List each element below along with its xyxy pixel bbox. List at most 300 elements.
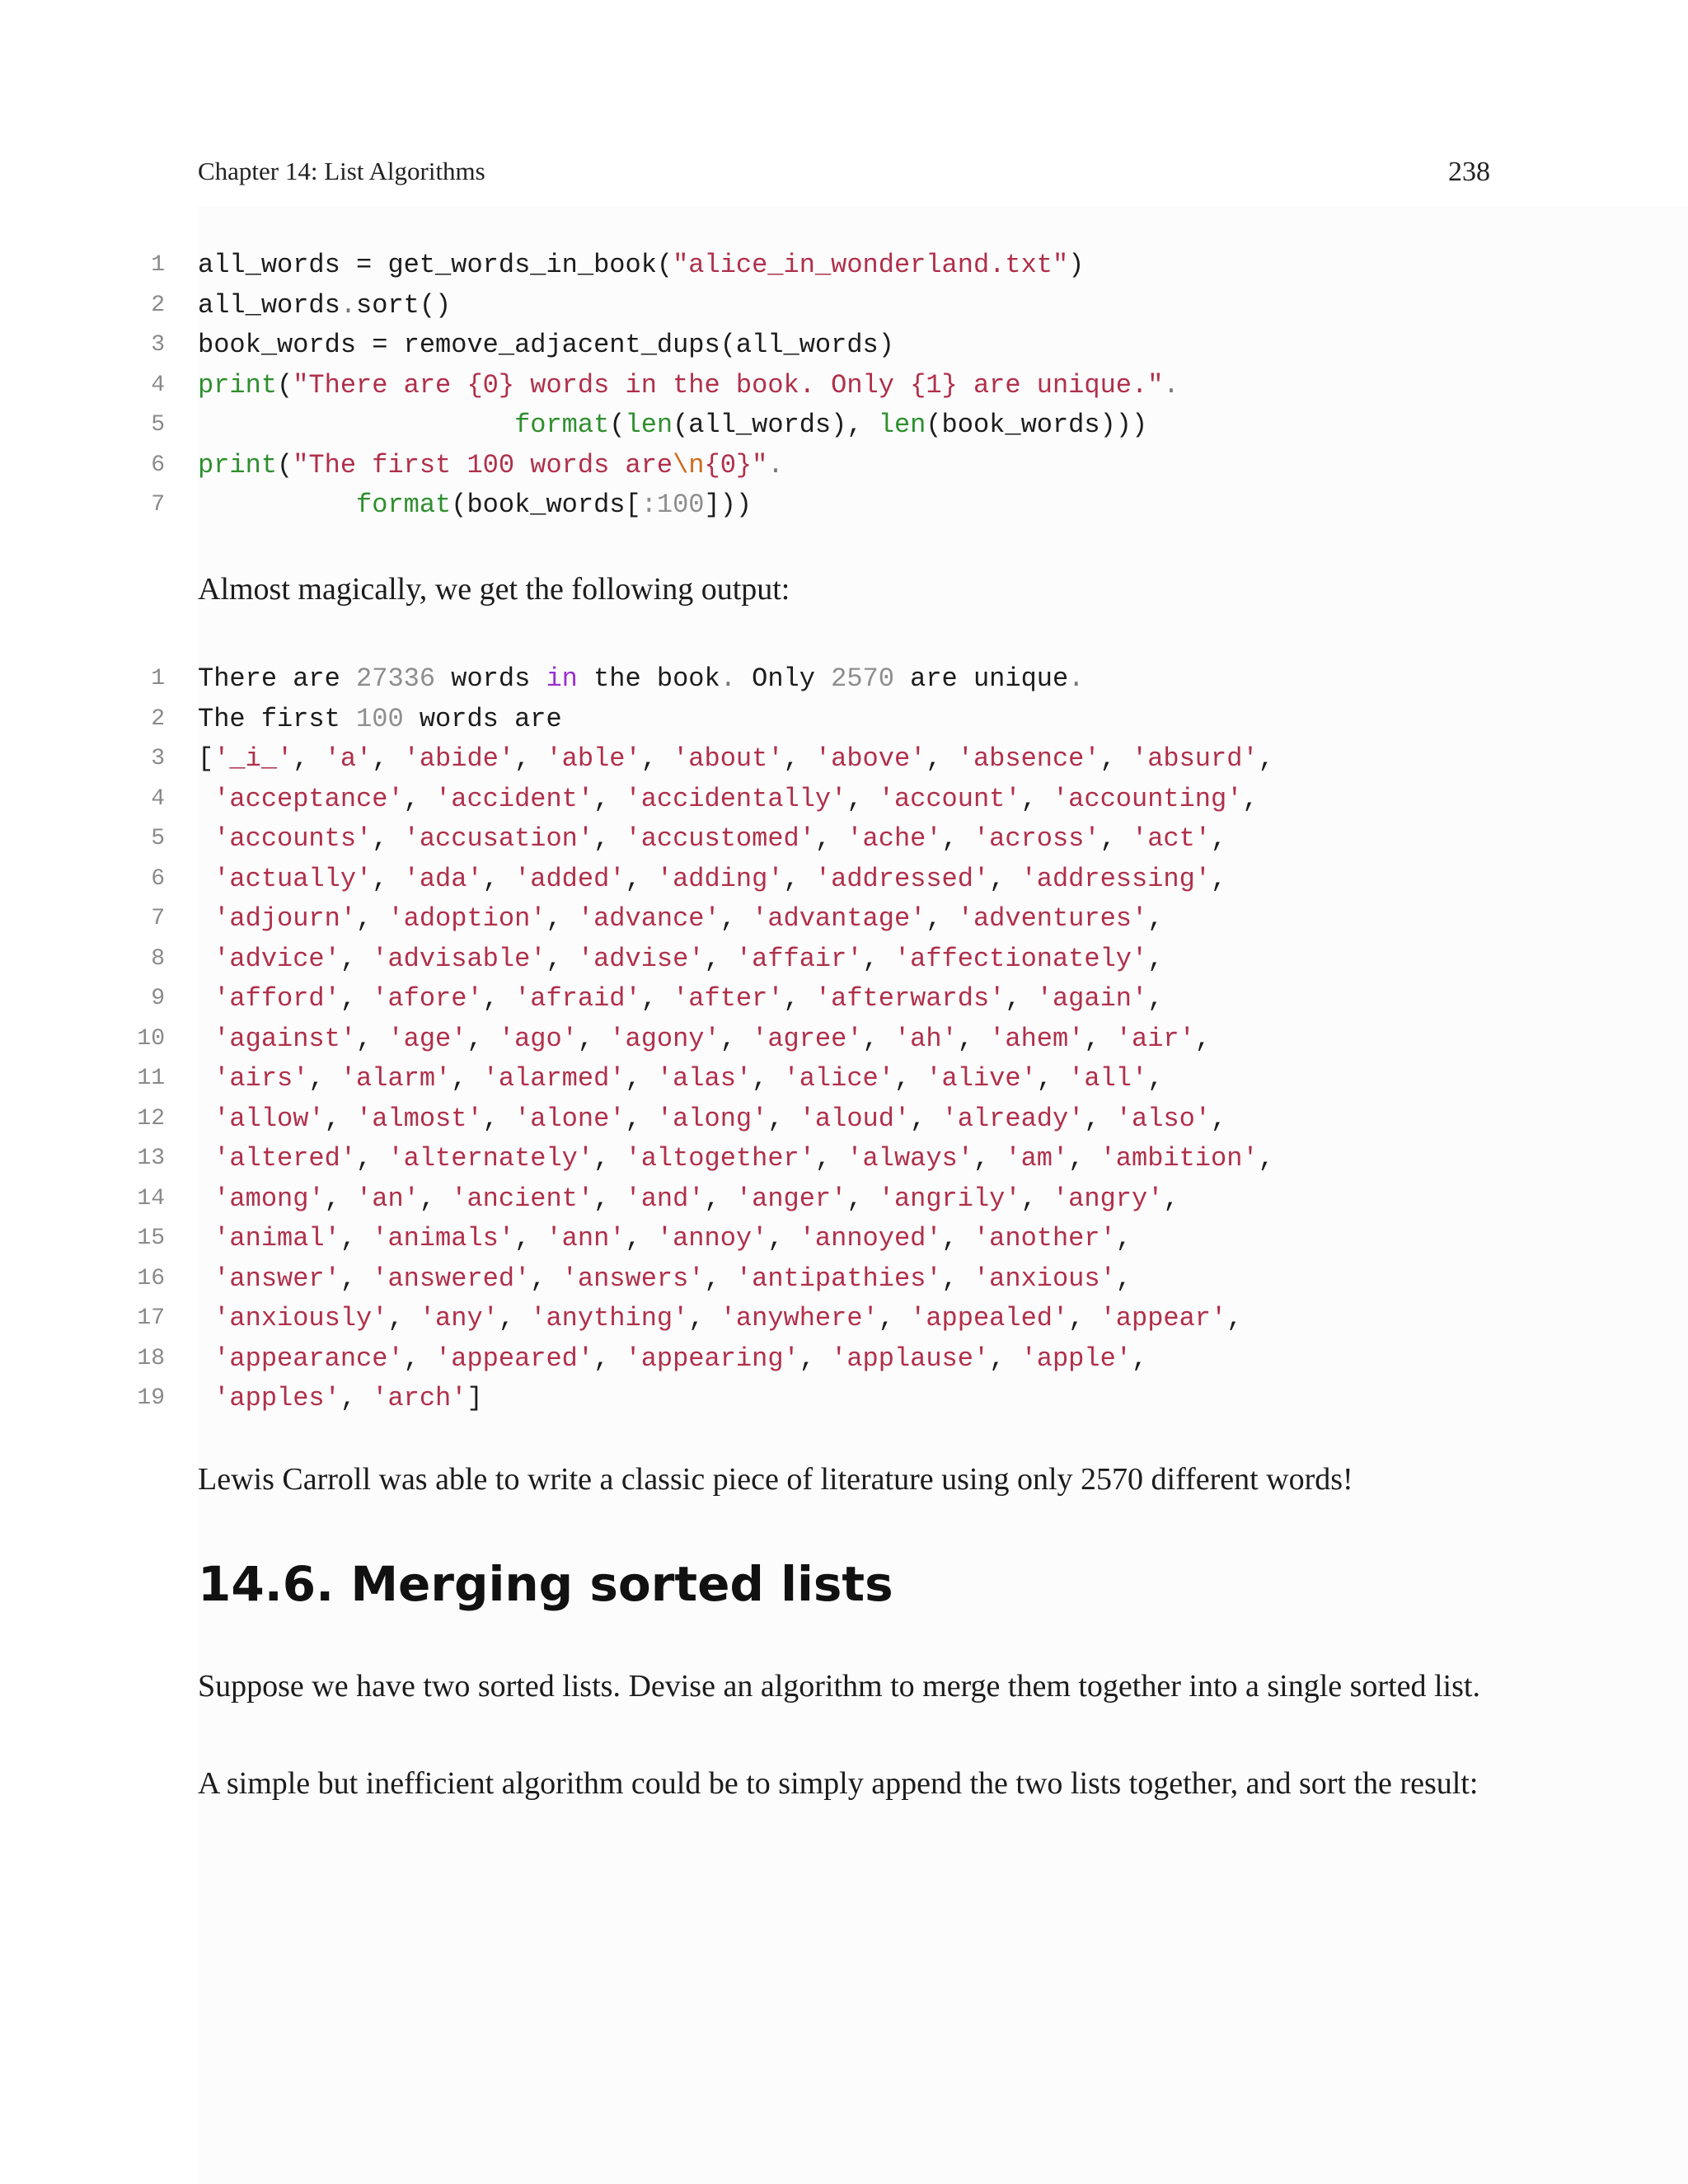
section-heading: 14.6. Merging sorted lists: [198, 1556, 893, 1612]
code-token: ,: [482, 863, 515, 894]
code-token: in: [546, 663, 578, 694]
code-token: ,: [640, 743, 673, 774]
code-token: [198, 1303, 213, 1333]
line-number: 10: [137, 1025, 165, 1052]
code-token: 'affectionately': [893, 943, 1148, 974]
code-token: (: [277, 449, 293, 480]
line-number: 16: [137, 1265, 165, 1291]
code-token: 'alternately': [387, 1143, 594, 1174]
code-token: ,: [640, 983, 673, 1014]
code-token: 'adoption': [387, 903, 546, 934]
code-text: [198, 326, 894, 366]
code-token: ,: [1100, 823, 1132, 854]
code-token: ,: [1211, 863, 1227, 894]
line-number: 12: [137, 1105, 165, 1132]
code-token: 'angry': [1052, 1183, 1164, 1214]
code-token: ,: [846, 783, 879, 814]
code-token: [198, 823, 213, 854]
code-token: 'answers': [561, 1263, 705, 1294]
line-number: 4: [151, 372, 165, 398]
code-token: ,: [514, 743, 546, 774]
code-token: ,: [799, 1343, 832, 1374]
code-token: ,: [973, 1143, 1006, 1174]
code-token: ,: [926, 903, 958, 934]
code-token: ,: [1226, 1303, 1243, 1333]
code-token: ,: [467, 1023, 499, 1054]
code-line: [0, 405, 1688, 446]
code-token: ,: [957, 1023, 990, 1054]
code-token: 'advisable': [372, 943, 546, 974]
code-token: 'altogether': [625, 1143, 815, 1174]
code-token: 'appearing': [625, 1343, 799, 1374]
code-line: [0, 899, 1688, 940]
code-token: 'acceptance': [213, 783, 404, 814]
code-token: ,: [767, 1103, 799, 1134]
code-token: 'again': [1036, 983, 1148, 1014]
line-number: 15: [137, 1226, 165, 1251]
code-token: .: [340, 289, 357, 321]
code-token: 'also': [1115, 1103, 1211, 1134]
code-token: ,: [372, 823, 404, 854]
code-line: [0, 286, 1688, 326]
code-token: book_words = remove_adjacent_dups(all_words): [198, 330, 894, 360]
code-token: ,: [814, 823, 847, 854]
code-text: [198, 819, 1226, 860]
code-token: ,: [1005, 983, 1037, 1014]
code-token: ,: [340, 943, 373, 974]
code-token: ): [1068, 250, 1085, 280]
code-token: ,: [482, 1103, 515, 1134]
code-token: ,: [625, 1063, 657, 1094]
code-line: [0, 780, 1688, 820]
code-token: 'ahem': [989, 1023, 1085, 1054]
code-text: [198, 485, 752, 526]
code-token: .: [720, 663, 736, 694]
code-token: ,: [593, 1143, 626, 1174]
line-number: 7: [151, 492, 165, 518]
code-token: [198, 490, 356, 520]
code-token: .: [767, 449, 784, 480]
code-token: 'accusation': [403, 823, 594, 854]
paragraph-output-intro: Almost magically, we get the following output:: [198, 572, 790, 607]
line-number: 8: [151, 945, 165, 972]
line-number: 6: [151, 452, 165, 478]
code-token: len: [625, 410, 673, 440]
code-token: ])): [704, 490, 753, 520]
code-token: 'accident': [435, 783, 594, 814]
code-token: (all_words),: [673, 410, 879, 440]
code-token: ,: [1115, 1223, 1132, 1254]
code-text: [198, 1379, 483, 1419]
code-token: ,: [308, 1063, 340, 1094]
code-token: words: [435, 663, 546, 694]
code-line: [0, 366, 1688, 406]
code-text: [198, 405, 1147, 446]
code-token: ,: [752, 1063, 784, 1094]
line-number: 18: [137, 1345, 165, 1371]
code-output-listing: [0, 659, 1688, 1419]
code-token: 'angrily': [878, 1183, 1021, 1214]
code-token: ,: [403, 1343, 436, 1374]
code-token: ,: [862, 1023, 894, 1054]
code-text: [198, 1219, 1132, 1259]
code-token: all_words = get_words_in_book(: [198, 250, 673, 280]
code-token: ,: [783, 743, 815, 774]
code-token: 'afraid': [514, 983, 641, 1014]
code-line: [0, 1059, 1688, 1099]
code-token: 'altered': [213, 1143, 357, 1174]
code-token: '_i_': [213, 743, 293, 774]
code-token: 'anything': [530, 1303, 689, 1333]
code-token: 'afford': [213, 983, 340, 1014]
code-token: ,: [783, 983, 815, 1014]
code-token: (book_words[: [451, 490, 641, 520]
code-token: [198, 1223, 213, 1254]
code-token: 'appearance': [213, 1343, 404, 1374]
code-token: 'ah': [893, 1023, 958, 1054]
code-token: :100: [640, 490, 705, 520]
line-number: 7: [151, 906, 165, 931]
code-token: Only: [735, 663, 832, 694]
code-token: ,: [340, 1383, 373, 1413]
line-number: 17: [137, 1305, 165, 1331]
code-token: 100: [356, 703, 404, 734]
code-token: ,: [356, 1023, 388, 1054]
code-token: 'alive': [926, 1063, 1037, 1094]
code-token: ,: [482, 983, 515, 1014]
code-token: ,: [1115, 1263, 1132, 1294]
code-token: 27336: [356, 663, 436, 694]
code-token: 'absence': [957, 743, 1100, 774]
code-token: There are: [198, 663, 357, 694]
code-token: 'actually': [213, 863, 373, 894]
paragraph-simple-algorithm: A simple but inefficient algorithm could be to simply append the two lists together, and sort the result:: [198, 1766, 1479, 1801]
line-number: 11: [137, 1066, 165, 1091]
code-line: [0, 860, 1688, 900]
code-token: ,: [1147, 1063, 1164, 1094]
code-token: 'animal': [213, 1223, 340, 1254]
code-token: 'act': [1131, 823, 1211, 854]
code-token: ,: [530, 1263, 562, 1294]
code-token: [198, 1024, 213, 1054]
code-token: 2570: [831, 663, 894, 694]
line-number: 4: [151, 785, 165, 812]
code-token: ,: [910, 1103, 942, 1134]
code-text: [198, 899, 1163, 940]
code-token: words are: [403, 703, 562, 734]
code-token: ,: [783, 863, 815, 894]
code-token: ,: [340, 983, 373, 1014]
code-token: print: [198, 449, 278, 480]
code-token: ,: [941, 1223, 973, 1254]
code-token: ,: [1194, 1023, 1211, 1054]
code-token: ,: [451, 1063, 483, 1094]
code-token: 'all': [1068, 1063, 1148, 1094]
code-token: ,: [324, 1103, 357, 1134]
code-token: ,: [577, 1023, 610, 1054]
code-token: ,: [1211, 823, 1227, 854]
code-line: [0, 1299, 1688, 1339]
code-token: print: [198, 369, 278, 401]
code-token: 'afore': [372, 983, 483, 1014]
code-token: sort(): [356, 289, 452, 321]
code-token: 'account': [878, 783, 1021, 814]
code-token: 'air': [1115, 1023, 1195, 1054]
code-token: ,: [293, 743, 325, 774]
code-token: 'along': [656, 1103, 768, 1134]
code-token: 'agree': [752, 1023, 863, 1054]
code-token: 'alas': [656, 1063, 753, 1094]
code-token: format: [356, 490, 452, 520]
code-line: [0, 940, 1688, 980]
code-token: format: [514, 410, 610, 440]
code-token: 'allow': [213, 1103, 325, 1134]
code-text: [198, 1139, 1274, 1179]
line-number: 3: [151, 746, 165, 771]
code-token: 'across': [973, 823, 1100, 854]
code-token: ,: [546, 903, 578, 934]
code-token: the book: [577, 663, 720, 694]
code-token: ,: [625, 1103, 657, 1134]
code-token: 'adding': [656, 863, 784, 894]
code-token: ,: [1100, 743, 1132, 774]
code-token: ,: [989, 863, 1021, 894]
code-token: 'am': [1005, 1143, 1069, 1174]
code-token: 'ache': [846, 823, 942, 854]
code-line: [0, 1139, 1688, 1179]
code-token: ,: [1068, 1143, 1100, 1174]
code-token: 'anywhere': [720, 1303, 879, 1333]
code-token: 'added': [514, 863, 626, 894]
line-number: 6: [151, 865, 165, 892]
code-token: 'an': [356, 1183, 420, 1214]
code-text: [198, 659, 1084, 700]
page-number: 238: [1448, 157, 1490, 187]
code-token: ,: [356, 1143, 388, 1174]
line-number: 19: [137, 1385, 165, 1411]
code-text: [198, 1259, 1132, 1300]
code-token: [198, 1143, 213, 1174]
code-token: all_words: [198, 289, 340, 321]
code-token: 'alone': [514, 1103, 626, 1134]
code-token: [198, 864, 213, 894]
code-token: ,: [862, 943, 894, 974]
code-line: [0, 1219, 1688, 1259]
code-line: [0, 246, 1688, 286]
code-token: 'apple': [1020, 1343, 1132, 1374]
code-token: 'ago': [498, 1023, 578, 1054]
paragraph-vocabulary: Lewis Carroll was able to write a classic piece of literature using only 2570 different words!: [198, 1462, 1353, 1497]
code-token: ,: [1084, 1023, 1116, 1054]
code-text: [198, 780, 1259, 820]
code-token: ,: [704, 943, 736, 974]
code-text: [198, 446, 784, 486]
line-number: 3: [151, 332, 165, 358]
code-token: [198, 944, 213, 974]
code-token: "The first 100 words are: [293, 449, 673, 480]
line-number: 5: [151, 826, 165, 851]
code-line: [0, 1379, 1688, 1419]
code-token: ]: [467, 1383, 483, 1413]
code-token: 'among': [213, 1183, 325, 1214]
code-token: 'ann': [546, 1223, 626, 1254]
chapter-title: Chapter 14: List Algorithms: [198, 157, 485, 185]
code-token: The first: [198, 703, 357, 734]
code-text: [198, 1179, 1179, 1220]
code-token: ,: [593, 783, 626, 814]
code-text: [198, 1299, 1242, 1339]
code-token: ,: [704, 1263, 736, 1294]
code-text: [198, 860, 1226, 900]
code-token: ,: [1020, 783, 1053, 814]
code-text: [198, 739, 1274, 780]
code-line: [0, 659, 1688, 700]
code-token: 'above': [814, 743, 926, 774]
code-text: [198, 366, 1179, 406]
code-text: [198, 1019, 1211, 1060]
code-line: [0, 1179, 1688, 1220]
code-token: 'advice': [213, 943, 340, 974]
code-token: are unique: [893, 663, 1069, 694]
code-text: [198, 1099, 1226, 1140]
code-line: [0, 446, 1688, 486]
code-token: ,: [1147, 943, 1164, 974]
code-token: 'agony': [609, 1023, 720, 1054]
code-token: [: [198, 743, 214, 774]
code-token: 'after': [673, 983, 784, 1014]
code-token: 'annoyed': [799, 1223, 942, 1254]
code-token: 'anxious': [973, 1263, 1116, 1294]
code-token: 'anxiously': [213, 1303, 388, 1333]
code-token: len: [878, 410, 926, 440]
code-token: ,: [625, 863, 657, 894]
code-token: ,: [356, 903, 388, 934]
line-number: 2: [151, 292, 165, 318]
code-token: ,: [926, 743, 958, 774]
code-token: [198, 1063, 213, 1094]
running-head: [198, 157, 1490, 188]
code-token: ,: [514, 1223, 546, 1254]
code-token: (: [277, 369, 293, 401]
code-token: ,: [704, 1183, 736, 1214]
code-token: 'adjourn': [213, 903, 357, 934]
code-token: 'arch': [372, 1383, 467, 1413]
code-token: 'affair': [735, 943, 863, 974]
code-token: ,: [593, 1183, 626, 1214]
code-token: {0}": [704, 449, 768, 480]
code-token: 'alice': [783, 1063, 894, 1094]
code-token: ,: [1036, 1063, 1069, 1094]
code-token: ,: [1147, 903, 1164, 934]
code-token: ,: [846, 1183, 879, 1214]
code-text: [198, 700, 562, 740]
code-token: 'annoy': [656, 1223, 768, 1254]
code-token: \n: [673, 449, 705, 480]
code-token: ,: [593, 1343, 626, 1374]
code-line: [0, 979, 1688, 1019]
code-token: 'addressing': [1020, 863, 1211, 894]
code-token: ,: [324, 1183, 357, 1214]
code-token: ,: [893, 1063, 926, 1094]
code-token: 'ada': [403, 863, 483, 894]
code-token: 'apples': [213, 1383, 340, 1413]
code-token: 'ambition': [1100, 1143, 1259, 1174]
line-number: 1: [151, 252, 165, 278]
code-token: ,: [720, 903, 753, 934]
code-token: .: [1163, 369, 1179, 401]
code-token: ,: [1242, 783, 1259, 814]
code-line: [0, 326, 1688, 366]
code-line: [0, 1019, 1688, 1060]
code-token: ,: [941, 823, 973, 854]
code-token: [198, 1104, 213, 1134]
code-token: 'alarmed': [482, 1063, 626, 1094]
code-token: ,: [372, 743, 404, 774]
code-line: [0, 1099, 1688, 1140]
line-number: 13: [137, 1146, 165, 1171]
code-token: ,: [387, 1303, 420, 1333]
code-token: 'about': [673, 743, 784, 774]
code-line: [0, 485, 1688, 526]
code-token: "There are {0} words in the book. Only {1} are unique.": [293, 369, 1164, 401]
code-token: 'advantage': [752, 903, 926, 934]
code-token: ,: [1211, 1103, 1227, 1134]
code-token: 'almost': [356, 1103, 483, 1134]
code-token: 'animals': [372, 1223, 515, 1254]
code-token: ,: [1084, 1103, 1116, 1134]
code-token: ,: [941, 1263, 973, 1294]
code-token: 'and': [625, 1183, 705, 1214]
code-token: [198, 903, 213, 934]
code-token: ,: [340, 1223, 373, 1254]
code-token: 'anger': [735, 1183, 847, 1214]
code-token: 'antipathies': [735, 1263, 942, 1294]
code-token: "alice_in_wonderland.txt": [673, 250, 1069, 280]
code-text: [198, 979, 1163, 1019]
code-token: 'another': [973, 1223, 1116, 1254]
code-token: 'against': [213, 1023, 357, 1054]
code-token: 'addressed': [814, 863, 990, 894]
code-line: [0, 1259, 1688, 1300]
code-token: [198, 1383, 213, 1413]
code-token: 'abide': [403, 743, 515, 774]
code-token: 'advise': [577, 943, 705, 974]
code-token: ,: [814, 1143, 847, 1174]
code-token: ,: [878, 1303, 911, 1333]
code-token: 'ancient': [451, 1183, 594, 1214]
code-token: ,: [1258, 743, 1274, 774]
code-token: .: [1068, 663, 1085, 694]
code-line: [0, 819, 1688, 860]
line-number: 5: [151, 412, 165, 438]
code-token: 'always': [846, 1143, 973, 1174]
code-token: 'answered': [372, 1263, 531, 1294]
code-token: 'a': [324, 743, 373, 774]
code-token: ,: [1020, 1183, 1053, 1214]
code-token: [198, 983, 213, 1014]
code-text: [198, 940, 1163, 980]
code-token: [198, 1263, 213, 1294]
code-token: 'age': [387, 1023, 467, 1054]
code-text: [198, 1059, 1163, 1099]
code-token: 'adventures': [957, 903, 1148, 934]
code-token: 'aloud': [799, 1103, 911, 1134]
code-token: ,: [419, 1183, 452, 1214]
code-token: ,: [403, 783, 436, 814]
code-token: 'appealed': [910, 1303, 1069, 1333]
code-token: 'airs': [213, 1063, 309, 1094]
code-token: ,: [340, 1263, 373, 1294]
